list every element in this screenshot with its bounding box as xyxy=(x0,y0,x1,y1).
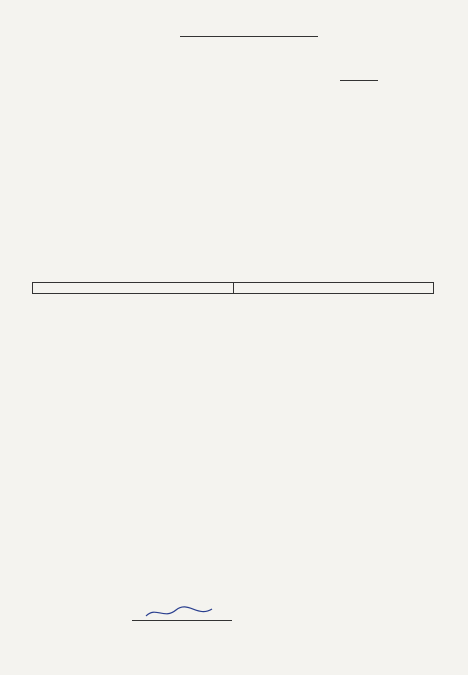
order-number xyxy=(340,80,378,81)
column-header-person xyxy=(233,283,434,294)
column-header-room xyxy=(33,283,234,294)
table-header-row xyxy=(33,283,434,294)
director-signature xyxy=(142,606,242,620)
signature-line xyxy=(132,610,232,621)
org-name-line3 xyxy=(180,36,318,37)
responsibility-table xyxy=(32,282,434,294)
